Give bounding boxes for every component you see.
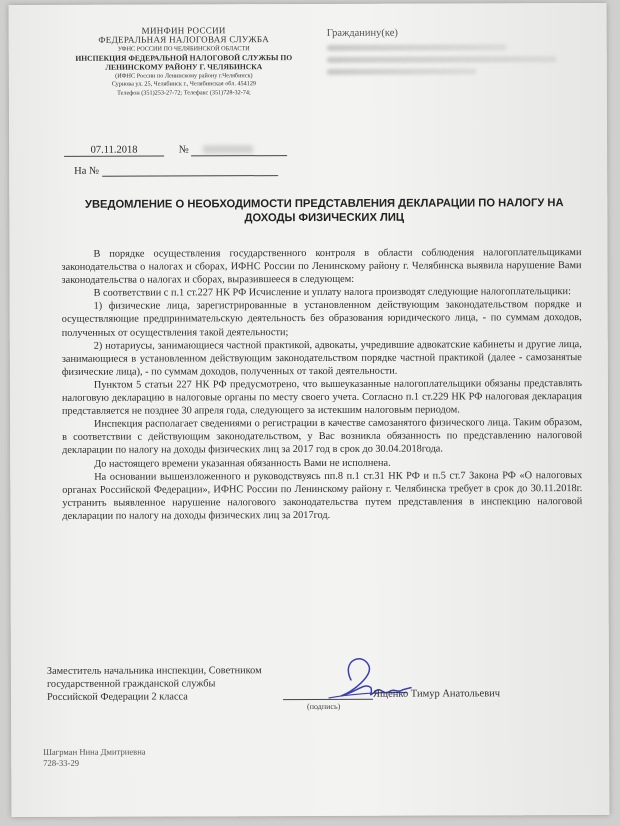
region-name: УФНС РОССИИ ПО ЧЕЛЯБИНСКОЙ ОБЛАСТИ bbox=[117, 44, 250, 53]
redacted-line bbox=[327, 56, 557, 63]
number-field bbox=[191, 144, 287, 156]
paragraph: В порядке осуществления государственного контроля в области соблюдения налогоплательщиками законодательства о налогах и сборах, ИФНС России по Ленинскому району г. Челябинска выявила нарушение Вами законодательства о налогах и сборах, выразившееся в следующем: bbox=[61, 247, 582, 287]
executor-block bbox=[43, 747, 146, 769]
inspection-short-name: (ИФНС России по Ленинскому району г.Челябинск) bbox=[115, 71, 253, 80]
document-details bbox=[64, 144, 287, 177]
paragraph: 1) физические лица, зарегистрированные в установленном действующим законодательством порядке и осуществляющие предпринимательскую деятельность без образования юридического лица, - по суммам доходов, полученных от осуществления такой деятельности; bbox=[61, 299, 582, 339]
redacted-line bbox=[327, 44, 507, 51]
letterhead bbox=[74, 26, 294, 98]
executor-phone: 728-33-29 bbox=[43, 757, 80, 768]
recipient-label: Гражданину(ке) bbox=[326, 27, 398, 39]
document-date: 07.11.2018 bbox=[64, 145, 164, 157]
document-title: УВЕДОМЛЕНИЕ О НЕОБХОДИМОСТИ ПРЕДСТАВЛЕНИЯ ДЕКЛАРАЦИИ ПО НАЛОГУ НА ДОХОДЫ ФИЗИЧЕСКИХ ЛИЦ bbox=[84, 197, 564, 224]
recipient-block bbox=[327, 27, 577, 75]
signatory-name: Ященко Тимур Анатольевич bbox=[372, 688, 501, 700]
redacted-line bbox=[327, 68, 477, 75]
paragraph: В соответствии с п.1 ст.227 НК РФ Исчисление и уплату налога производят следующие налогоплательщики: bbox=[93, 286, 571, 300]
service-name: ФЕДЕРАЛЬНАЯ НАЛОГОВАЯ СЛУЖБА bbox=[98, 34, 270, 46]
paragraph: Инспекция располагает сведениями о регистрации в качестве самозанятого физического лица. Таким образом, в соответствии с действующим законодательством, у Вас возникла обязанность по представлению налоговой декларации по налогу на доходы физических лиц за 2017 год в срок до 30.04.2018года. bbox=[62, 417, 583, 457]
signatory-position: Заместитель начальника инспекции, Советником государственной гражданской службы Российской Федерации 2 класса bbox=[46, 665, 262, 703]
ministry-name: МИНФИН РОССИИ bbox=[141, 25, 226, 36]
reference-field bbox=[102, 164, 278, 177]
reference-label: На № bbox=[74, 165, 100, 177]
inspection-name: ИНСПЕКЦИЯ ФЕДЕРАЛЬНОЙ НАЛОГОВОЙ СЛУЖБЫ ПО ЛЕНИНСКОМУ РАЙОНУ Г. ЧЕЛЯБИНСКА bbox=[75, 53, 293, 73]
inspection-address: Сурнова ул. 25, Челябинск г., Челябинская обл. 454129 bbox=[111, 80, 257, 88]
paragraph: До настоящего времени указанная обязанность Вами не исполнена. bbox=[94, 457, 391, 470]
document-body bbox=[61, 246, 582, 523]
executor-name: Шагрман Нина Дмитриевна bbox=[43, 746, 146, 757]
document-sheet bbox=[9, 3, 610, 817]
signature-caption: (подпись) bbox=[307, 701, 341, 712]
paragraph: На основании вышеизложенного и руководствуясь пп.8 п.1 ст.31 НК РФ и п.5 ст.7 Закона РФ «О налоговых органах Российской Федерации», ИФНС России по Ленинскому району г. Челябинска требует в срок до 30.11.2018г. устранить выявленное нарушение налогового законодательства путем представления в инспекцию налоговой декларации по налогу на доходы физических лиц за 2017год. bbox=[62, 469, 583, 522]
inspection-phone: Телефон (351)253-27-72; Телефакс (351)728-32-74; bbox=[117, 88, 251, 97]
paragraph: Пунктом 5 статьи 227 НК РФ предусмотрено, что вышеуказанные налогоплательщики обязаны представлять налоговую декларацию в налоговые органы по месту своего учета. Согласно п.1 ст.229 НК РФ налоговая декларация представляется не позднее 30 апреля года, следующего за истекшим налоговым периодом. bbox=[61, 377, 582, 417]
number-label: № bbox=[178, 144, 189, 156]
paragraph: 2) нотариусы, занимающиеся частной практикой, адвокаты, учредившие адвокатские кабинеты и другие лица, занимающиеся в установленном действующим законодательством порядке частной практикой (далее - самозанятые физические лица), - по суммам доходов, полученных от такой деятельности. bbox=[61, 338, 582, 378]
